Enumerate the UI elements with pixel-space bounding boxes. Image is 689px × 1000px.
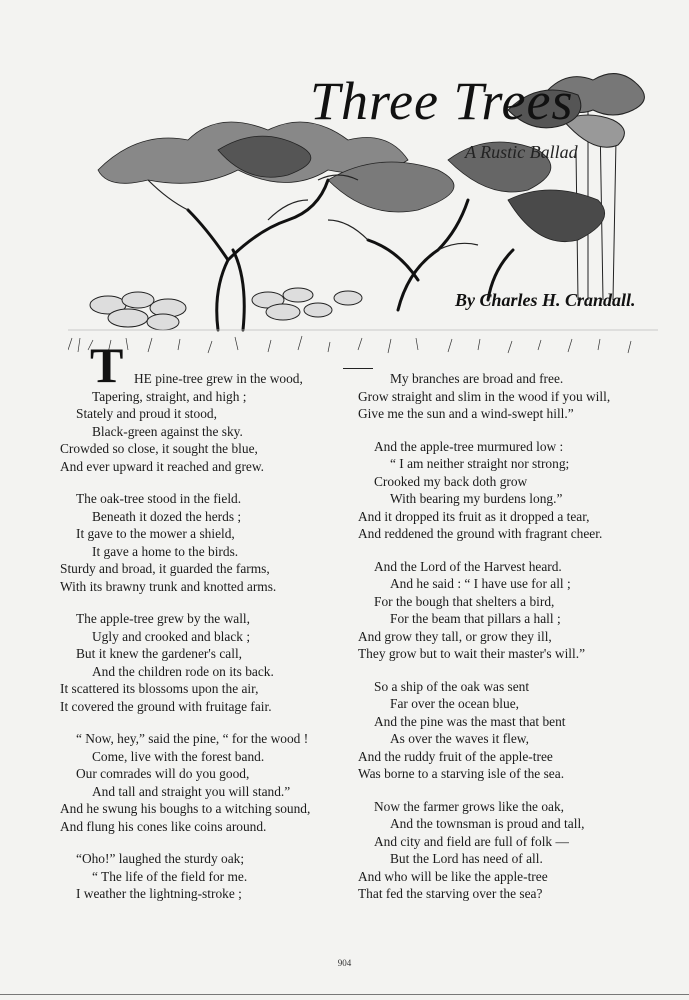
author-byline: By Charles H. Crandall. [455,290,636,310]
poem-line: Ugly and crooked and black ; [92,628,251,644]
poem-line: They grow but to wait their master's will.” [358,646,586,661]
poem-line: And the townsman is proud and tall, [390,816,585,831]
poem-line: And the children rode on its back. [92,663,274,679]
stanza [60,490,360,595]
drop-cap-initial: T [90,337,124,393]
stanza [60,610,360,715]
poem-line: HE pine-tree grew in the wood, [134,371,303,386]
poem-line: It scattered its blossoms upon the air, [60,681,259,696]
poem-line: Grow straight and slim in the wood if you will, [358,388,611,404]
poem-line: And reddened the ground with fragrant cheer. [358,526,603,541]
poem-line: “Oho!” laughed the sturdy oak; [76,851,245,866]
poem-line: With bearing my burdens long.” [390,491,563,506]
poem-line: It covered the ground with fruitage fair. [60,698,272,714]
stanza [60,730,360,835]
stanza [60,370,360,475]
poem-subtitle: A Rustic Ballad [465,142,578,162]
poem-column-right [358,370,658,918]
stanza [358,798,658,903]
poem-line: Was borne to a starving isle of the sea. [358,766,565,781]
poem-line: And ever upward it reached and grew. [60,458,264,474]
poem-line: And it dropped its fruit as it dropped a tear, [358,508,590,524]
poem-line: With its brawny trunk and knotted arms. [60,578,277,594]
poem-line: For the bough that shelters a bird, [374,593,555,609]
poem-line: Far over the ocean blue, [390,696,520,711]
poem-line: It gave to the mower a shield, [76,526,235,541]
poem-line: It gave a home to the birds. [92,543,239,559]
poem-line: And he swung his boughs to a witching sound, [60,801,311,816]
poem-line: And who will be like the apple-tree [358,868,548,884]
poem-line: But the Lord has need of all. [390,851,543,866]
stanza [358,370,658,423]
page-bottom-rule [0,994,689,996]
poem-line: Sturdy and broad, it guarded the farms, [60,561,270,576]
stanza [358,678,658,783]
poem-column-left [60,370,360,918]
poem-line: “ I am neither straight nor strong; [390,456,570,471]
poem-line: Crooked my back doth grow [374,473,528,489]
poem-line: Crowded so close, it sought the blue, [60,441,258,456]
poem-line: And the Lord of the Harvest heard. [374,558,562,574]
poem-line: Tapering, straight, and high ; [92,388,247,404]
poem-title: Three Trees [310,71,574,131]
poem-line: Stately and proud it stood, [76,406,217,421]
poem-line: For the beam that pillars a hall ; [390,611,561,626]
poem-line: And flung his cones like coins around. [60,818,267,834]
poem-line: The oak-tree stood in the field. [76,491,242,506]
poem-line: And grow they tall, or grow they ill, [358,628,552,644]
poem-line: And the pine was the mast that bent [374,713,566,729]
poem-line: And he said : “ I have use for all ; [390,576,571,591]
poem-line: As over the waves it flew, [390,731,529,746]
poem-line: Black-green against the sky. [92,423,243,439]
poem-line: And tall and straight you will stand.” [92,783,291,799]
poem-line: And city and field are full of folk — [374,833,569,849]
stanza [60,850,360,903]
stanza [358,438,658,543]
poem-line: The apple-tree grew by the wall, [76,611,250,626]
poem-line: “ The life of the field for me. [92,868,248,884]
poem-line: And the apple-tree murmured low : [374,438,564,454]
poem-line: Our comrades will do you good, [76,766,250,781]
poem-line: That fed the starving over the sea? [358,886,543,901]
title-separator-rule [343,368,373,369]
poem-line: My branches are broad and free. [390,371,564,386]
poem-line: “ Now, hey,” said the pine, “ for the wood ! [76,731,309,746]
poem-line: But it knew the gardener's call, [76,646,243,661]
poem-line: I weather the lightning-stroke ; [76,886,242,901]
page-number: 904 [337,958,352,968]
poem-line: So a ship of the oak was sent [374,678,530,694]
stanza [358,558,658,663]
poem-line: Give me the sun and a wind-swept hill.” [358,406,574,421]
poem-line: Come, live with the forest band. [92,748,265,764]
poem-line: Now the farmer grows like the oak, [374,798,565,814]
poem-line: Beneath it dozed the herds ; [92,508,242,524]
poem-line: And the ruddy fruit of the apple-tree [358,748,553,764]
